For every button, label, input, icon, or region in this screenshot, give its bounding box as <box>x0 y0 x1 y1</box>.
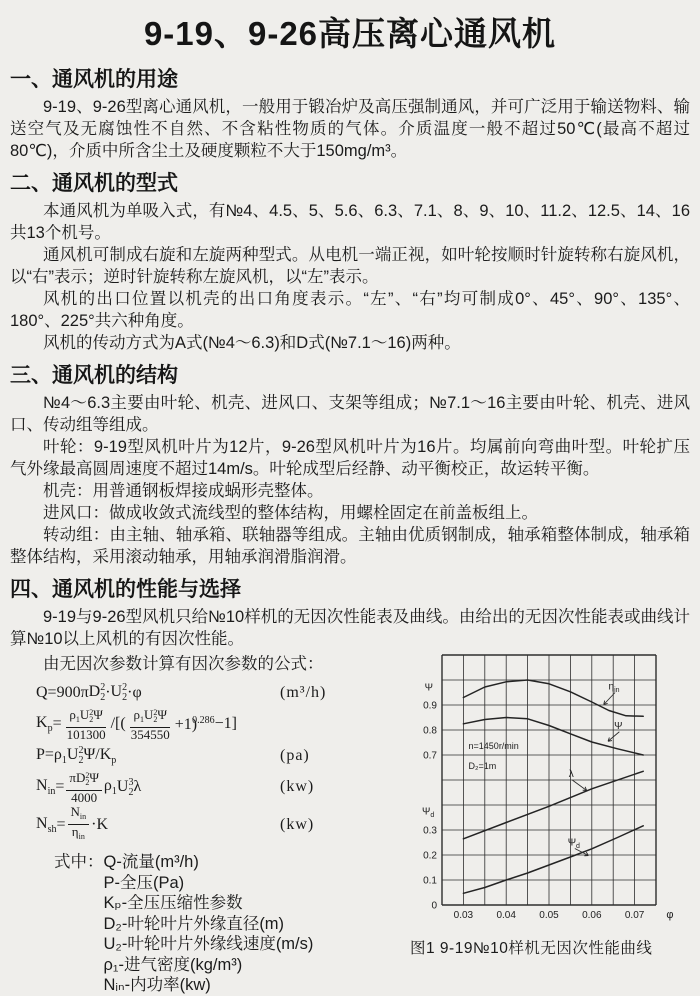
leader-line <box>608 732 619 742</box>
formula-expression: $K_p$ = $\frac{\rho_1U_2^2\Psi}{101300}$ /[( $\frac{\rho_1U_2^2\Psi}{354550}$ +1)$^{0.286}$ −1] <box>36 707 237 742</box>
formula-row <box>36 706 366 742</box>
performance-chart-svg <box>408 649 686 929</box>
svg-text:0.03: 0.03 <box>453 910 474 921</box>
fraction: $\frac{\rho_1U_2^2\Psi}{101300}$ <box>66 707 106 742</box>
chart-caption: 图1 9-19№10样机无因次性能曲线 <box>410 940 653 957</box>
svg-text:0.3: 0.3 <box>423 825 437 837</box>
svg-text:0.06: 0.06 <box>582 910 602 921</box>
definition-item: Nᵢₙ-内功率(kw) <box>103 976 211 994</box>
svg-text:0.1: 0.1 <box>423 875 437 887</box>
curve-label-lambda: λ <box>568 769 574 780</box>
section <box>10 63 690 162</box>
definitions-list <box>104 852 314 996</box>
svg-text:φ: φ <box>666 909 674 921</box>
svg-text:0.8: 0.8 <box>423 725 437 737</box>
fraction: $\frac{N_{in}}{\eta_{in}}$ <box>68 805 90 844</box>
svg-text:0.04: 0.04 <box>496 910 516 921</box>
curve-eta_in <box>463 680 643 716</box>
formula-column <box>10 653 406 996</box>
paragraph: №4～6.3主要由叶轮、机壳、进风口、支架等组成；№7.1～16主要由叶轮、机壳、进风口、传动组等组成。 <box>10 394 690 434</box>
paragraph: 叶轮：9-19型风机叶片为12片，9-26型风机叶片为16片。均属前向弯曲叶型。叶轮扩压气外缘最高圆周速度不超过14m/s。叶轮成型后经静、动平衡校正，故运转平衡。 <box>10 438 690 478</box>
bottom-row <box>10 653 690 996</box>
paragraph: 通风机可制成右旋和左旋两种型式。从电机一端正视，如叶轮按顺时针旋转称右旋风机，以“右”表示；逆时针旋转称左旋风机，以“左”表示。 <box>10 246 690 286</box>
section <box>10 573 690 650</box>
performance-chart <box>408 649 690 934</box>
section-heading: 三、通风机的结构 <box>10 364 178 387</box>
paragraph: 9-19、9-26型离心通风机，一般用于锻冶炉及高压强制通风，并可广泛用于输送物料、输送空气及无腐蚀性不自然、不含粘性物质的气体。介质温度一般不超过50℃(最高不超过80℃)，介质中所含尘土及硬度颗粒不大于150mg/m³。 <box>10 98 690 160</box>
formula-row <box>36 742 366 769</box>
svg-text:Ψd: $\Psi_d$ <box>422 806 435 819</box>
formula-expression: Q=900π $D_2^2$ · $U_2^2$ ·φ <box>36 682 142 703</box>
curve-label-psi: Ψ <box>614 720 623 732</box>
chart-column <box>406 653 690 996</box>
definition-item: ρ₁-进气密度(kg/m³) <box>103 955 243 974</box>
symbol-definitions <box>54 852 406 996</box>
svg-text:D₂=1m: D₂=1m <box>468 760 497 771</box>
paragraph: 9-19与9-26型风机只给№10样机的无因次性能表及曲线。由给出的无因次性能表或曲线计算№10以上风机的有因次性能。 <box>10 608 690 648</box>
curve-psi_d <box>463 826 643 894</box>
fraction: $\frac{\pi D_2^2\Psi}{4000}$ <box>66 769 102 805</box>
definitions-label: 式中： <box>54 853 104 871</box>
definition-item: Kₚ-全压压缩性参数 <box>103 894 243 912</box>
formula-expression: $N_{sh}$ = $\frac{N_{in}}{\eta_{in}}$ ·K <box>36 805 108 844</box>
formula-unit: (pa) <box>280 746 310 764</box>
definition-item: P-全压(Pa) <box>103 873 185 892</box>
page-title: 9-19、9-26高压离心通风机 <box>143 15 557 52</box>
paragraph: 机壳：用普通钢板焊接成蜗形壳整体。 <box>43 482 324 500</box>
curve-label-psi_d: $\Psi_d$ <box>567 837 580 850</box>
definition-item: U₂-叶轮叶片外缘线速度(m/s) <box>103 935 314 953</box>
section-heading: 四、通风机的性能与选择 <box>10 578 241 601</box>
formula-row <box>36 679 366 706</box>
paragraph: 风机的传动方式为A式(№4～6.3)和D式(№7.1～16)两种。 <box>43 334 461 352</box>
section <box>10 359 690 568</box>
svg-text:Ψ: Ψ <box>424 682 433 694</box>
section-heading: 一、通风机的用途 <box>10 68 178 91</box>
formula-unit: (m³/h) <box>280 683 327 701</box>
formula-unit: (kw) <box>280 815 315 833</box>
formula-intro: 由无因次参数计算有因次参数的公式： <box>43 655 324 673</box>
svg-text:0.07: 0.07 <box>624 910 645 921</box>
svg-text:0.7: 0.7 <box>423 750 437 762</box>
formula-expression: $N_{in}$ = $\frac{\pi D_2^2\Psi}{4000}$ $\rho_1$ $U_2^3$ λ <box>36 770 142 805</box>
section <box>10 167 690 354</box>
paragraph: 风机的出口位置以机壳的出口角度表示。“左”、“右”均可制成0°、45°、90°、135°、180°、225°共六种角度。 <box>10 290 690 330</box>
paragraph: 本通风机为单吸入式，有№4、4.5、5、5.6、6.3、7.1、8、9、10、11.2、12.5、14、16共13个机号。 <box>10 202 690 242</box>
definition-item: Q-流量(m³/h) <box>103 853 199 871</box>
svg-text:n=1450r/min: n=1450r/min <box>468 740 519 751</box>
formula-block <box>36 679 366 844</box>
paragraph: 进风口：做成收敛式流线型的整体结构，用螺栓固定在前盖板组上。 <box>43 504 538 522</box>
formula-expression: $P=\rho_1$ $U_2^2$ $\Psi/K_p$ <box>36 745 117 766</box>
paragraph: 转动组：由主轴、轴承箱、联轴器等组成。主轴由优质钢制成，轴承箱整体制成，轴承箱整体结构，采用滚动轴承，用轴承润滑脂润滑。 <box>10 526 690 566</box>
curve-label-eta_in: $\eta_{in}$ <box>608 681 620 694</box>
formula-row <box>36 805 366 844</box>
svg-text:0.9: 0.9 <box>423 700 437 712</box>
sections-container <box>10 63 690 650</box>
svg-text:0.05: 0.05 <box>539 910 559 921</box>
svg-text:0.2: 0.2 <box>423 850 437 862</box>
section-heading: 二、通风机的型式 <box>10 172 178 195</box>
formula-unit: (kw) <box>280 778 315 795</box>
fraction: $\frac{\rho_1U_2^2\Psi}{354550}$ <box>130 707 170 742</box>
svg-text:0: 0 <box>431 900 437 912</box>
formula-row <box>36 769 366 805</box>
definition-item: D₂-叶轮叶片外缘直径(m) <box>103 914 285 933</box>
leader-line <box>572 780 586 791</box>
